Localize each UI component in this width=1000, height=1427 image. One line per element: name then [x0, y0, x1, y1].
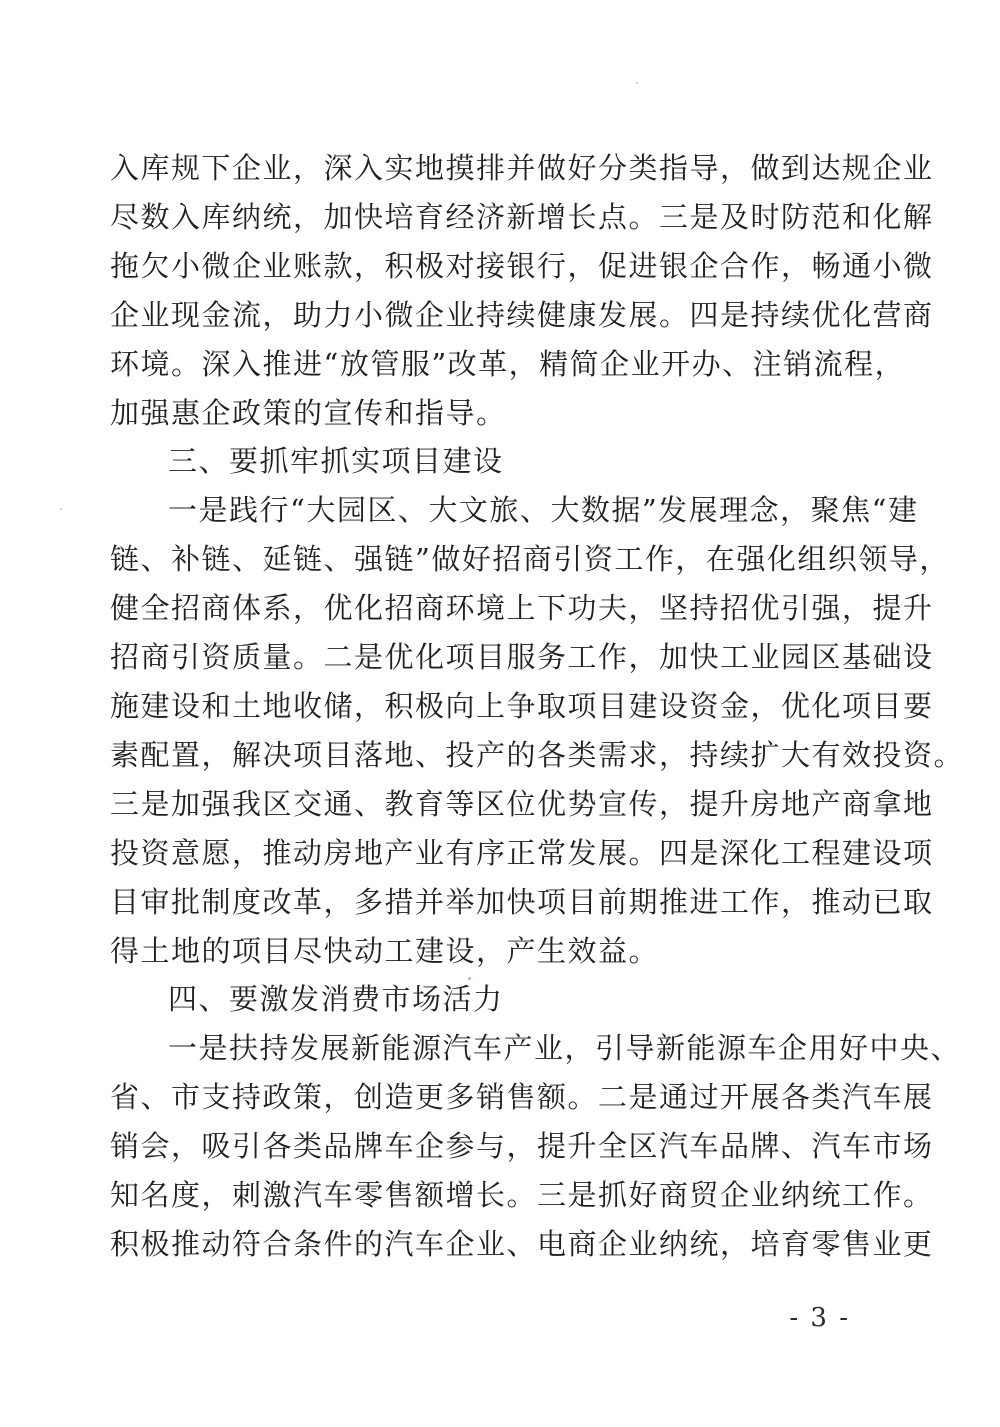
body-line: 施建设和土地收储，积极向上争取项目建设资金，优化项目要: [110, 689, 934, 723]
paragraph-first-line: 一是扶持发展新能源汽车产业，引导新能源车企用好中央、: [168, 1031, 962, 1065]
body-line: 环境。深入推进“放管服”改革，精简企业开办、注销流程，: [110, 347, 906, 381]
body-line: 省、市支持政策，创造更多销售额。二是通过开展各类汽车展: [110, 1080, 934, 1114]
body-line: 尽数入库纳统，加快培育经济新增长点。三是及时防范和化解: [110, 200, 934, 234]
body-line: 目审批制度改革，多措并举加快项目前期推进工作，推动已取: [110, 885, 934, 919]
body-line: 健全招商体系，优化招商环境上下功夫，坚持招优引强，提升: [110, 591, 934, 625]
body-line: 招商引资质量。二是优化项目服务工作，加快工业园区基础设: [110, 640, 934, 674]
body-line: 入库规下企业，深入实地摸排并做好分类指导，做到达规企业: [110, 151, 934, 185]
paragraph-first-line: 一是践行“大园区、大文旅、大数据”发展理念，聚焦“建: [168, 493, 919, 527]
body-line: 销会，吸引各类品牌车企参与，提升全区汽车品牌、汽车市场: [110, 1129, 934, 1163]
scan-speck: [636, 82, 638, 84]
body-line: 投资意愿，推动房地产业有序正常发展。四是深化工程建设项: [110, 836, 934, 870]
scan-speck: [468, 977, 471, 980]
scan-speck: [60, 508, 62, 510]
body-line: 链、补链、延链、强链”做好招商引资工作，在强化组织领导，: [110, 542, 950, 576]
body-line: 拖欠小微企业账款，积极对接银行，促进银企合作，畅通小微: [110, 249, 934, 283]
body-line: 加强惠企政策的宣传和指导。: [110, 396, 507, 430]
section-heading-4: 四、要激发消费市场活力: [168, 982, 504, 1016]
body-line: 积极推动符合条件的汽车企业、电商企业纳统，培育零售业更: [110, 1227, 934, 1261]
body-line: 得土地的项目尽快动工建设，产生效益。: [110, 934, 660, 968]
page-number: - 3 -: [789, 1303, 850, 1333]
body-line: 企业现金流，助力小微企业持续健康发展。四是持续优化营商: [110, 298, 934, 332]
body-line: 三是加强我区交通、教育等区位优势宣传，提升房地产商拿地: [110, 787, 934, 821]
body-line: 知名度，刺激汽车零售额增长。三是抓好商贸企业纳统工作。: [110, 1178, 934, 1212]
body-line: 素配置，解决项目落地、投产的各类需求，持续扩大有效投资。: [110, 738, 965, 772]
section-heading-3: 三、要抓牢抓实项目建设: [168, 444, 504, 478]
